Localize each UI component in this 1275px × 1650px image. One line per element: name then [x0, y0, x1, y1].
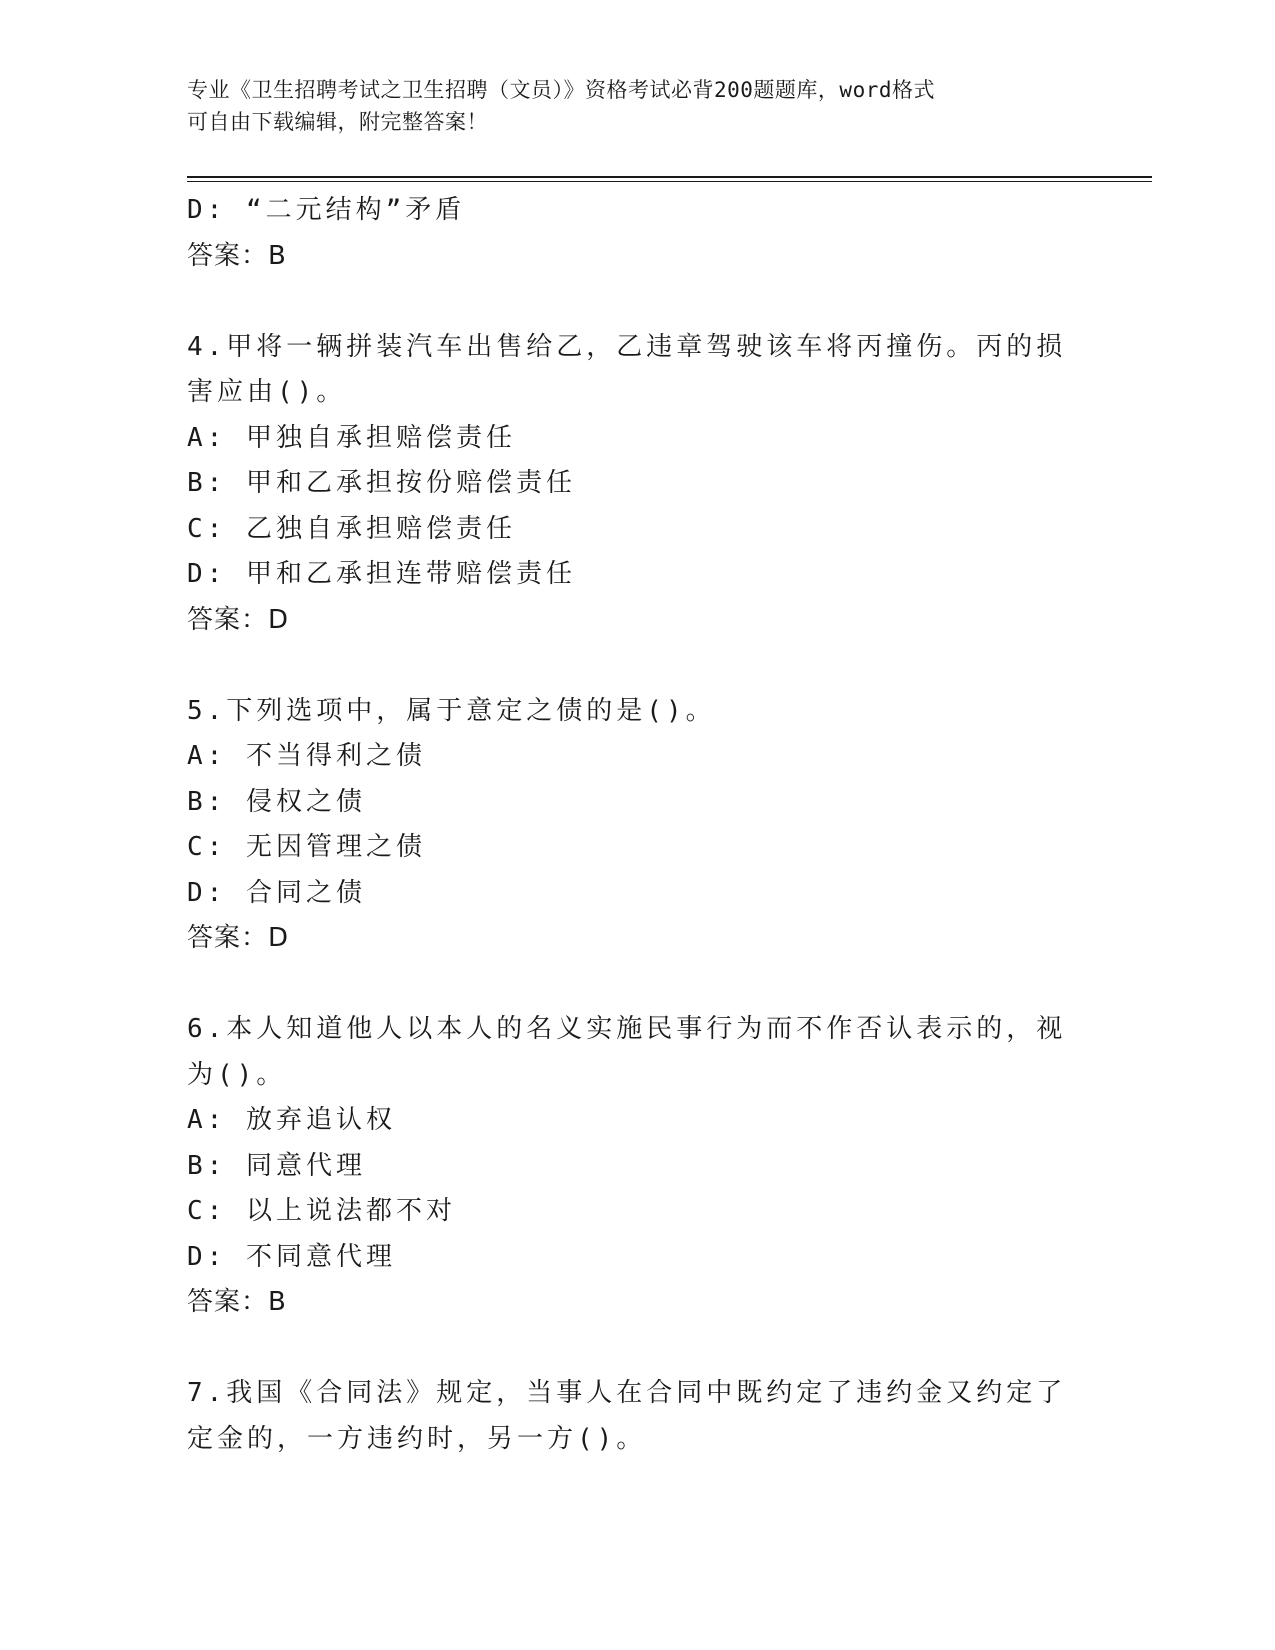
option-b: B: 甲和乙承担按份赔偿责任 [187, 468, 576, 498]
question-4 [187, 325, 1067, 644]
question-text: 4.甲将一辆拼装汽车出售给乙，乙违章驾驶该车将丙撞伤。丙的损害应由()。 [187, 331, 1067, 407]
option-b: B: 同意代理 [187, 1150, 366, 1181]
option-d: D: “二元结构”矛盾 [187, 195, 466, 225]
question-6 [187, 1007, 1067, 1326]
spacer [187, 643, 1067, 689]
option-c: C: 无因管理之债 [187, 832, 426, 862]
answer-line: 答案：B [187, 240, 287, 271]
option-c: C: 以上说法都不对 [187, 1196, 456, 1226]
answer-line: 答案：B [187, 1287, 287, 1317]
spacer [187, 279, 1067, 325]
option-d: D: 合同之债 [187, 877, 366, 908]
option-a: A: 不当得利之债 [187, 741, 426, 771]
header-divider-thick [187, 176, 1152, 178]
question-text: 5.下列选项中，属于意定之债的是()。 [187, 695, 716, 726]
question-5 [187, 689, 1067, 962]
spacer [187, 962, 1067, 1008]
question-text: 6.本人知道他人以本人的名义实施民事行为而不作否认表示的，视为()。 [187, 1014, 1067, 1090]
question-text: 7.我国《合同法》规定，当事人在合同中既约定了违约金又约定了定金的，一方违约时，另一方()。 [187, 1378, 1067, 1454]
option-d: D: 不同意代理 [187, 1241, 396, 1272]
question-list [187, 188, 1067, 1462]
spacer [187, 1326, 1067, 1372]
option-d: D: 甲和乙承担连带赔偿责任 [187, 559, 576, 589]
question-3-tail [187, 188, 1067, 279]
question-7 [187, 1371, 1067, 1462]
header-divider-thin [187, 181, 1152, 182]
option-b: B: 侵权之债 [187, 786, 366, 817]
header-title-line-1: 专业《卫生招聘考试之卫生招聘（文员）》资格考试必背200题题库，word格式 [187, 78, 935, 102]
answer-line: 答案：D [187, 604, 290, 635]
document-header [187, 74, 1067, 138]
header-title-line-2: 可自由下载编辑，附完整答案！ [187, 110, 488, 134]
option-a: A: 甲独自承担赔偿责任 [187, 422, 516, 453]
option-c: C: 乙独自承担赔偿责任 [187, 513, 516, 544]
answer-line: 答案：D [187, 923, 290, 953]
option-a: A: 放弃追认权 [187, 1105, 396, 1135]
